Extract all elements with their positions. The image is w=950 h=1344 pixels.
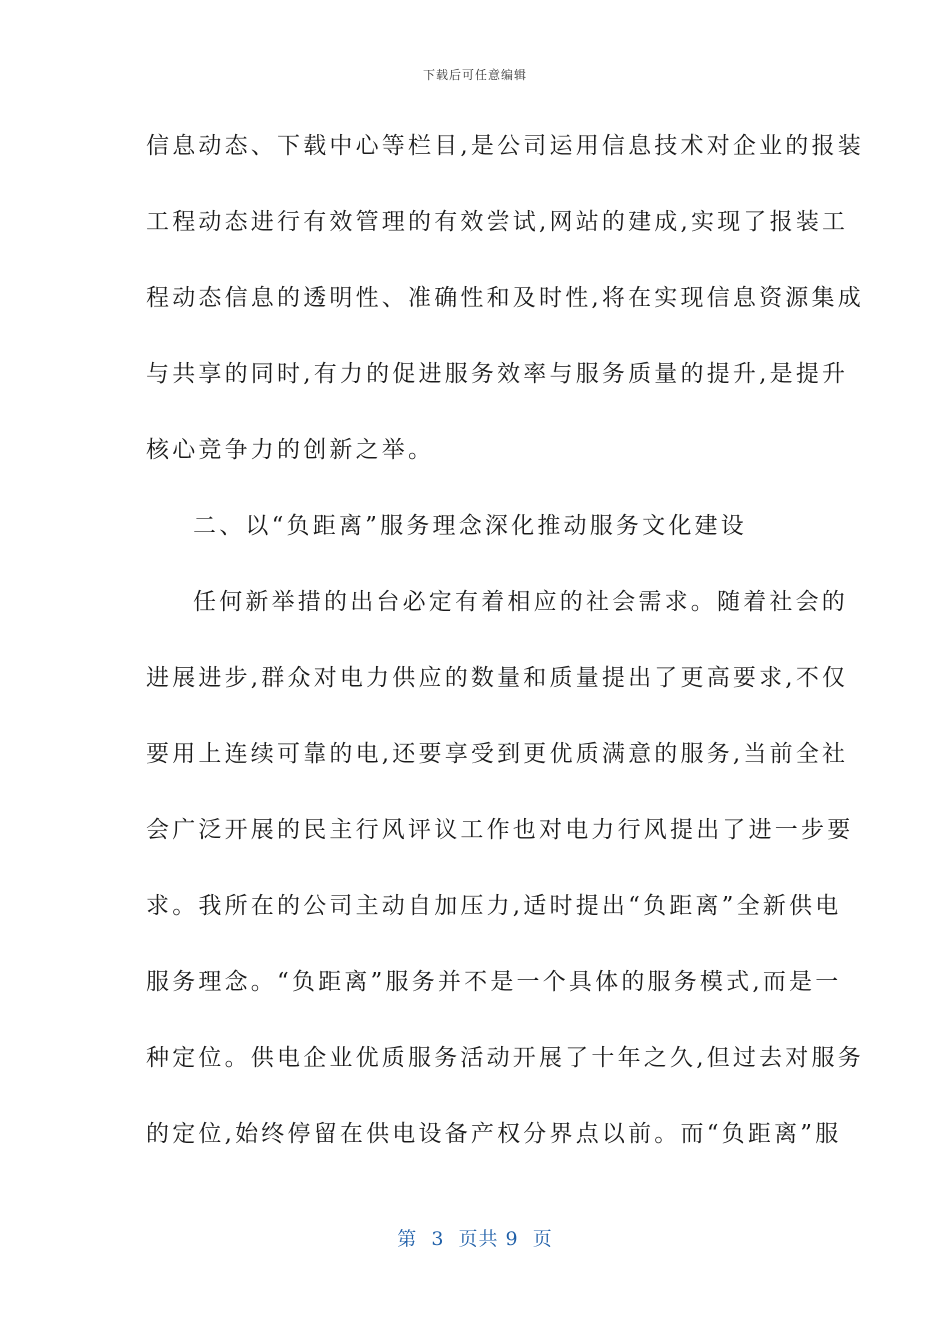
- body-line: 与共享的同时,有力的促进服务效率与服务质量的提升,是提升: [146, 361, 849, 387]
- page-number-footer: 第 3 页共 9 页: [397, 1228, 553, 1250]
- body-line: 工程动态进行有效管理的有效尝试,网站的建成,实现了报装工: [146, 209, 849, 235]
- body-line: 核心竞争力的创新之举。: [146, 437, 435, 463]
- body-line: 任何新举措的出台必定有着相应的社会需求。随着社会的: [193, 589, 848, 615]
- body-line: 要用上连续可靠的电,还要享受到更优质满意的服务,当前全社: [146, 741, 849, 767]
- body-line: 求。我所在的公司主动自加压力,适时提出“负距离”全新供电: [146, 893, 842, 919]
- document-body: [146, 118, 864, 1182]
- page-header: 下载后可任意编辑: [422, 68, 527, 82]
- body-line: 种定位。供电企业优质服务活动开展了十年之久,但过去对服务: [146, 1045, 864, 1071]
- body-line: 进展进步,群众对电力供应的数量和质量提出了更高要求,不仅: [146, 665, 849, 691]
- section-heading: 二、以“负距离”服务理念深化推动服务文化建设: [193, 513, 747, 539]
- body-line: 的定位,始终停留在供电设备产权分界点以前。而“负距离”服: [146, 1121, 842, 1147]
- body-line: 程动态信息的透明性、准确性和及时性,将在实现信息资源集成: [146, 285, 864, 311]
- body-line: 服务理念。“负距离”服务并不是一个具体的服务模式,而是一: [146, 969, 842, 995]
- body-line: 信息动态、下载中心等栏目,是公司运用信息技术对企业的报装: [146, 133, 864, 159]
- body-line: 会广泛开展的民主行风评议工作也对电力行风提出了进一步要: [146, 817, 854, 843]
